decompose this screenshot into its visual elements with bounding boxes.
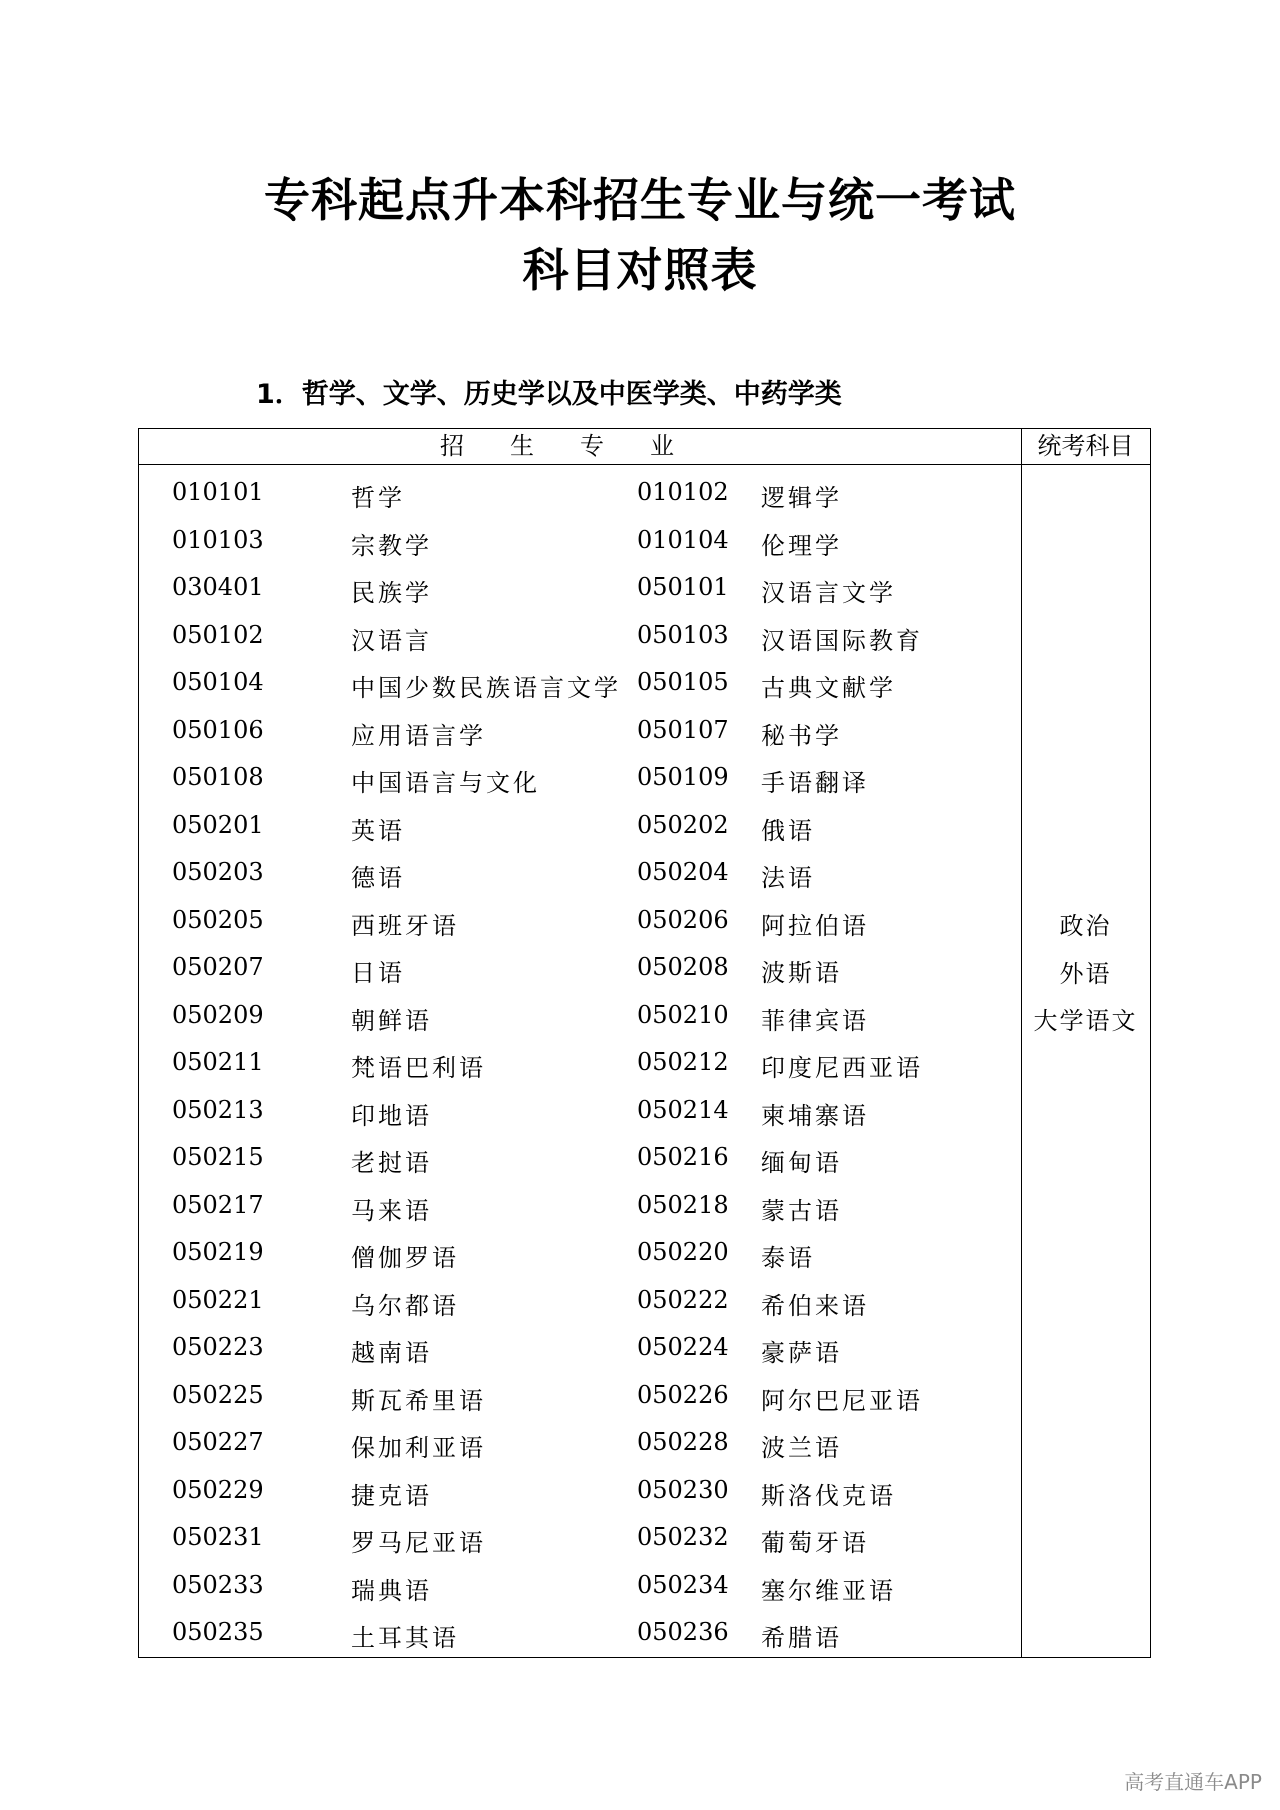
major-name: 马来语 [351,1196,432,1225]
table-row [139,752,1021,800]
major-name: 乌尔都语 [351,1291,459,1320]
major-rows [139,467,1021,1655]
header-divider [139,464,1150,465]
major-code: 050201 [172,810,264,839]
table-row [139,1180,1021,1228]
major-code: 050105 [637,668,729,696]
table-row [139,1607,1021,1655]
major-code: 050215 [172,1143,264,1171]
exam-subjects [1021,903,1150,1046]
major-name: 越南语 [351,1339,432,1367]
table-row [139,1322,1021,1370]
major-name: 阿尔巴尼亚语 [761,1386,923,1415]
table-row [139,467,1021,515]
table-row [139,1037,1021,1085]
major-name: 朝鲜语 [351,1006,432,1035]
major-name: 豪萨语 [761,1339,842,1367]
major-name: 哲学 [351,484,405,512]
document-title-line1: 专科起点升本科招生专业与统一考试 [264,173,1016,227]
document-title-line2: 科目对照表 [522,243,758,297]
exam-subject: 大学语文 [1033,1007,1138,1035]
major-code: 050232 [637,1523,729,1551]
major-name: 法语 [761,864,815,892]
major-name: 印地语 [351,1101,432,1130]
major-code: 050202 [637,810,729,839]
major-name: 中国少数民族语言文学 [351,674,621,702]
major-name: 捷克语 [351,1481,432,1510]
major-code: 050102 [172,620,264,649]
major-code: 050214 [637,1095,729,1124]
table-row [139,1465,1021,1513]
table-row [139,1132,1021,1180]
major-code: 050210 [637,1000,729,1029]
watermark: 高考直通车APP [1124,1770,1262,1794]
major-name: 日语 [351,959,405,987]
major-name: 保加利亚语 [351,1434,486,1462]
major-code: 050218 [637,1190,729,1219]
major-code: 010104 [637,525,729,554]
major-code: 050216 [637,1143,729,1171]
table-row [139,1560,1021,1608]
major-name: 印度尼西亚语 [761,1054,923,1082]
table-row [139,942,1021,990]
major-code: 050222 [637,1285,729,1314]
major-name: 蒙古语 [761,1196,842,1225]
major-name: 泰语 [761,1244,815,1272]
major-name: 古典文献学 [761,674,896,702]
major-name: 菲律宾语 [761,1006,869,1035]
table-row [139,1417,1021,1465]
major-code: 010103 [172,525,264,554]
table-row [139,562,1021,610]
major-name: 土耳其语 [351,1624,459,1652]
major-code: 010101 [172,478,264,506]
major-code: 050109 [637,763,729,791]
major-name: 手语翻译 [761,769,869,797]
major-name: 民族学 [351,579,432,607]
major-code: 010102 [637,478,729,506]
table-row [139,895,1021,943]
major-code: 050211 [172,1048,264,1076]
table-row [139,657,1021,705]
major-code: 050205 [172,905,264,934]
major-code: 050209 [172,1000,264,1029]
major-code: 050203 [172,858,264,886]
major-name: 僧伽罗语 [351,1244,459,1272]
major-name: 汉语言 [351,626,432,655]
major-name: 塞尔维亚语 [761,1576,896,1605]
major-code: 050226 [637,1380,729,1409]
major-code: 050212 [637,1048,729,1076]
major-name: 柬埔寨语 [761,1101,869,1130]
major-name: 希腊语 [761,1624,842,1652]
major-name: 葡萄牙语 [761,1529,869,1557]
major-name: 伦理学 [761,531,842,560]
header-major: 招生专业 [440,432,720,460]
major-name: 逻辑学 [761,484,842,512]
major-name: 中国语言与文化 [351,769,540,797]
major-code: 050233 [172,1570,264,1599]
table-row [139,990,1021,1038]
major-name: 应用语言学 [351,721,486,750]
major-code: 050225 [172,1380,264,1409]
major-name: 德语 [351,864,405,892]
major-code: 050207 [172,953,264,981]
major-name: 波兰语 [761,1434,842,1462]
major-name: 波斯语 [761,959,842,987]
major-name: 英语 [351,816,405,845]
major-code: 050230 [637,1475,729,1504]
major-name: 秘书学 [761,721,842,750]
major-code: 050234 [637,1570,729,1599]
major-code: 050231 [172,1523,264,1551]
major-name: 梵语巴利语 [351,1054,486,1082]
major-code: 050228 [637,1428,729,1456]
major-code: 050204 [637,858,729,886]
table-row [139,610,1021,658]
major-code: 050236 [637,1618,729,1646]
major-exam-table [138,428,1151,1658]
major-name: 汉语国际教育 [761,626,923,655]
major-code: 050221 [172,1285,264,1314]
major-name: 斯洛伐克语 [761,1481,896,1510]
major-code: 050217 [172,1190,264,1219]
exam-subject: 政治 [1059,912,1112,940]
table-row [139,1512,1021,1560]
section-heading: 1．哲学、文学、历史学以及中医学类、中药学类 [256,379,842,410]
major-code: 050229 [172,1475,264,1504]
major-code: 050224 [637,1333,729,1361]
major-code: 050219 [172,1238,264,1266]
major-code: 050108 [172,763,264,791]
major-code: 050101 [637,573,729,601]
table-row [139,515,1021,563]
table-row [139,800,1021,848]
major-code: 050206 [637,905,729,934]
table-row [139,1370,1021,1418]
major-name: 老挝语 [351,1149,432,1177]
major-name: 瑞典语 [351,1576,432,1605]
table-row [139,1085,1021,1133]
major-name: 俄语 [761,816,815,845]
major-name: 缅甸语 [761,1149,842,1177]
major-code: 050213 [172,1095,264,1124]
exam-subject: 外语 [1059,959,1112,988]
major-name: 阿拉伯语 [761,911,869,940]
major-code: 050104 [172,668,264,696]
table-row [139,847,1021,895]
major-name: 罗马尼亚语 [351,1529,486,1557]
major-name: 希伯来语 [761,1291,869,1320]
table-row [139,1275,1021,1323]
major-code: 050227 [172,1428,264,1456]
major-code: 050220 [637,1238,729,1266]
major-code: 050208 [637,953,729,981]
major-name: 西班牙语 [351,911,459,940]
major-name: 汉语言文学 [761,579,896,607]
major-code: 030401 [172,573,264,601]
table-row [139,1227,1021,1275]
major-name: 宗教学 [351,531,432,560]
major-code: 050223 [172,1333,264,1361]
table-row [139,705,1021,753]
major-code: 050106 [172,715,264,744]
header-exam-subjects: 统考科目 [1037,432,1134,460]
major-code: 050107 [637,715,729,744]
major-code: 050103 [637,620,729,649]
major-code: 050235 [172,1618,264,1646]
major-name: 斯瓦希里语 [351,1386,486,1415]
